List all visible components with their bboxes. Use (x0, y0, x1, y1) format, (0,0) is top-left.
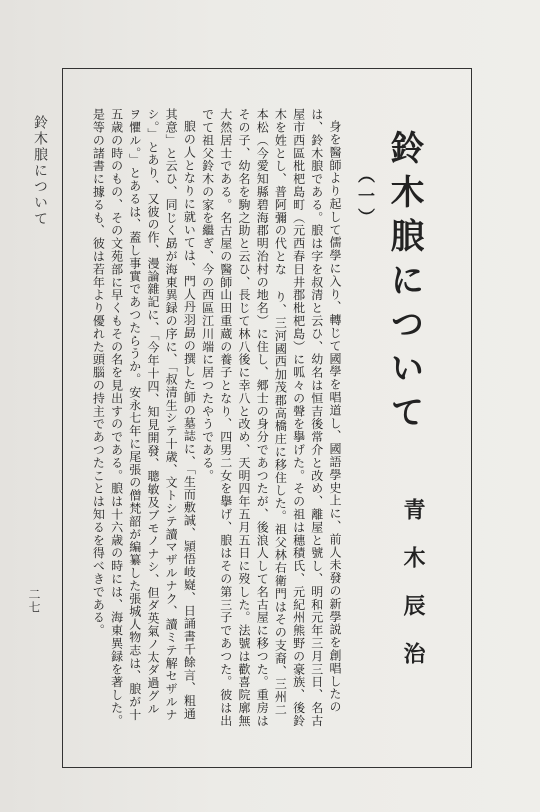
page-number: 二七 (27, 588, 41, 614)
article-title: 鈴木朖について (384, 130, 424, 438)
article-author: 青木辰治 (400, 498, 426, 690)
section-heading: （一） (354, 166, 374, 229)
running-header: 鈴木朖について (32, 115, 48, 227)
article-body (72, 108, 344, 728)
paragraph: 身を醫師より起して儒學に入り、轉じて國學を唱道し、國語學史上に、前人未發の新學説を創唱したのは、鈴木朖である。朖は字を叔清と云ひ、幼名は恒吉後常介と改め、離屋と號し、明和元年三月三日、名古屋市西區枇杷島町（元西春日井郡枇杷島）に呱々の聲を擧げた。その祖は穗積氏、元紀州熊野の豪族、後鈴木を姓とし、普阿彌の代とな り、三河國西加茂郡高橋庄に移住した。祖父林右衛門はその支裔、三州二本松（今愛知縣碧海郡明治村の地名）に住し、郷士の身分であつたが、後浪人して名古屋に移つた。重房はその子、幼名を駒之助と云ひ、長じて林八後に幸八と改め、天明四年五月五日に歿した。法號は歡喜院廓無大然居士である。名古屋の醫師山田重蔵の養子となり、四男二女を擧げ、朖はその第三子であつた。彼は出でて祖父鈴木の家を繼ぎ、今の西區江川端に居つたやうである。 (200, 108, 342, 728)
paragraph: 朖の人となりに就いては、門人丹羽勗の撰した師の墓誌に、「生而敷誠、頴悟岐嶷、日誦書千餘言、粗通其意」と云ひ、同じく勗が海東異録の序に、「叔清生シテ十歳、文トシテ讀マザルナク、讀ミテ解セザルナシ。」とあり、又彼の作、漫論雜記に、「今年十四、知見開發、聰敏及ブモノナシ、但ダ英氣ノ太ダ過グルヲ懼ル。」とあるは、蓋し事實であつたらうか。安永七年に尾張の僧梵韶が編纂した張城人物志は、朖が十五歳の時のもの、その文苑部に早くもその名を見出すのである。朖は十六歳の時には、海東異録を著した。是等の諸書に據るも、彼は若年より優れた頭腦の持主であつたことは知るを得べきである。 (91, 108, 197, 728)
